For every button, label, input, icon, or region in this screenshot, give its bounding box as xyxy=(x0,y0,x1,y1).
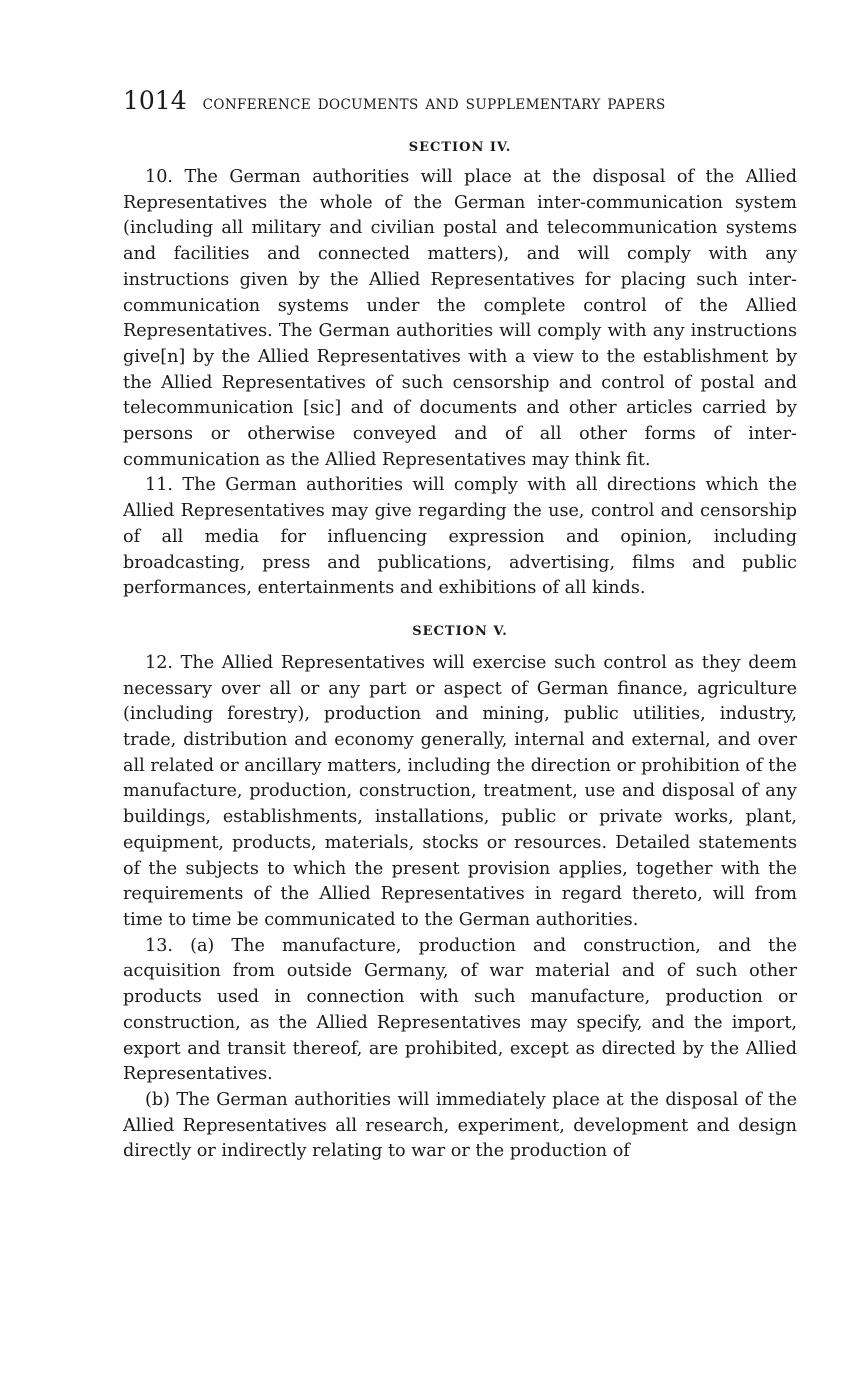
paragraph-11: 11. The German authorities will comply with all directions which the Allied Representatives may give regarding the use, control and censorship of all media for influencing expression and opinion, including broadcasting, press and publications, advertising, films and public performances, entertainments and exhibitions of all kinds. xyxy=(123,475,797,599)
page-header xyxy=(123,86,797,120)
paragraph-10: 10. The German authorities will place at the disposal of the Allied Representatives the whole of the German inter-communication system (including all military and civilian postal and telecommunication systems and facilities and connected matters), and will comply with any instructions given by the Allied Representatives for placing such inter-communication systems under the complete control of the Allied Representatives. The German authorities will comply with any instructions give[n] by the Allied Representatives with a view to the establishment by the Allied Representatives of such censorship and control of postal and telecommunication [sic] and of documents and other articles carried by persons or otherwise conveyed and of all other forms of inter-communication as the Allied Representatives may think fit. xyxy=(123,167,797,470)
paragraph-13a: 13. (a) The manufacture, production and construction, and the acquisition from outside Germany, of war material and of such other products used in connection with such manufacture, production or construction, as the Allied Representatives may specify, and the import, export and transit thereof, are prohibited, except as directed by the Allied Representatives. xyxy=(123,935,797,1085)
paragraph-13b: (b) The German authorities will immediately place at the disposal of the Allied Representatives all research, experiment, development and design directly or indirectly relating to war or the production of xyxy=(123,1089,797,1162)
section-heading-iv: SECTION IV. xyxy=(408,140,512,155)
document-page xyxy=(123,86,797,1165)
paragraph-12: 12. The Allied Representatives will exercise such control as they deem necessary over all or any part or aspect of German finance, agriculture (including forestry), production and mining, public utilities, industry, trade, distribution and economy generally, internal and external, and over all related or ancillary matters, including the direction or prohibition of the manufacture, production, construction, treatment, use and disposal of any buildings, establishments, installations, public or private works, plant, equipment, products, materials, stocks or resources. Detailed statements of the subjects to which the present provision applies, together with the requirements of the Allied Representatives in regard thereto, will from time to time be communicated to the German authorities. xyxy=(123,652,798,930)
section-heading-v: SECTION V. xyxy=(412,623,508,639)
running-title: CONFERENCE DOCUMENTS AND SUPPLEMENTARY PAPERS xyxy=(202,97,666,113)
page-number: 1014 xyxy=(123,86,187,115)
